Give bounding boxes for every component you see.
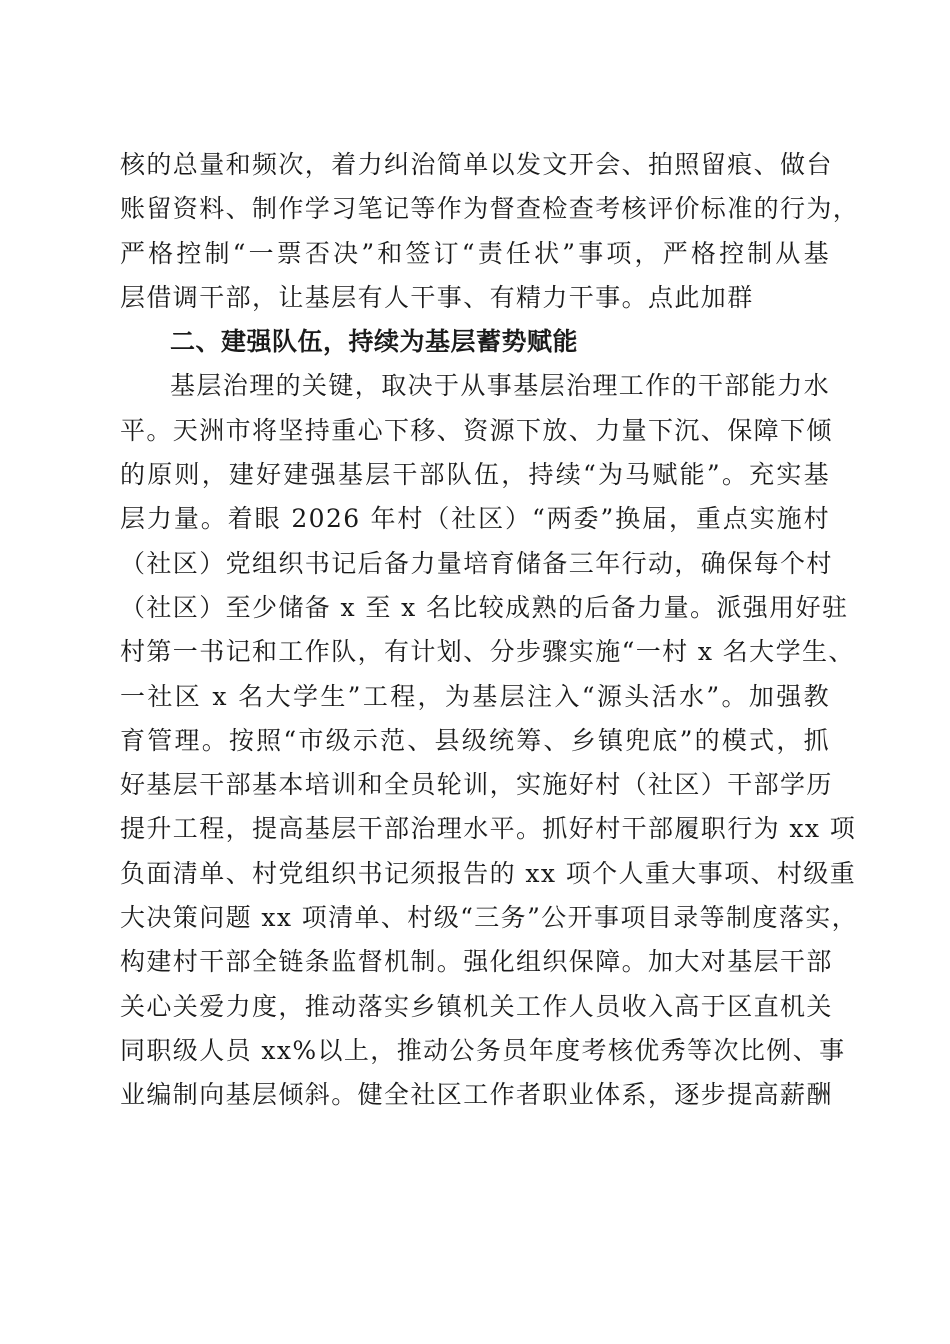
text-line: 严格控制“一票否决”和签订“责任状”事项，严格控制从基 [120,238,830,268]
text-line: 业编制向基层倾斜。健全社区工作者职业体系，逐步提高薪酬 [120,1080,833,1110]
text-line: 好基层干部基本培训和全员轮训，实施好村（社区）干部学历 [120,770,833,800]
text-line: （社区）至少储备 x 至 x 名比较成熟的后备力量。派强用好驻 [120,592,849,622]
section-heading: 二、建强队伍，持续为基层蓄势赋能 [170,327,579,357]
text-line: 提升工程，提高基层干部治理水平。抓好村干部履职行为 xx 项 [120,814,857,844]
text-line: 大决策问题 xx 项清单、村级“三务”公开事项目录等制度落实， [120,903,859,933]
body-text [120,143,860,1118]
text-line: 负面清单、村党组织书记须报告的 xx 项个人重大事项、村级重 [120,858,857,888]
text-line: 核的总量和频次，着力纠治简单以发文开会、拍照留痕、做台 [120,150,833,179]
text-line: 育管理。按照“市级示范、县级统筹、乡镇兜底”的模式，抓 [120,725,830,755]
text-line: 构建村干部全链条监督机制。强化组织保障。加大对基层干部 [120,947,833,977]
text-line: 村第一书记和工作队，有计划、分步骤实施“一村 x 名大学生、 [120,637,855,667]
text-line: 层力量。着眼 2026 年村（社区）“两委”换届，重点实施村 [120,504,830,534]
text-line: （社区）党组织书记后备力量培育储备三年行动，确保每个村 [120,548,833,578]
text-line: 层借调干部，让基层有人干事、有精力干事。点此加群 [120,282,754,312]
text-line: 一社区 x 名大学生”工程，为基层注入“源头活水”。加强教 [120,681,830,711]
text-line: 同职级人员 xx%以上，推动公务员年度考核优秀等次比例、事 [120,1035,846,1065]
paragraph-1 [120,143,860,320]
text-line: 的原则，建好建强基层干部队伍，持续“为马赋能”。充实基 [120,460,830,490]
text-line: 平。天洲市将坚持重心下移、资源下放、力量下沉、保障下倾 [120,415,833,445]
text-line: 基层治理的关键，取决于从事基层治理工作的干部能力水 [170,371,831,401]
text-line: 关心关爱力度，推动落实乡镇机关工作人员收入高于区直机关 [120,991,833,1021]
paragraph-2 [120,364,859,1117]
text-line: 账留资料、制作学习笔记等作为督查检查考核评价标准的行为， [120,194,860,224]
